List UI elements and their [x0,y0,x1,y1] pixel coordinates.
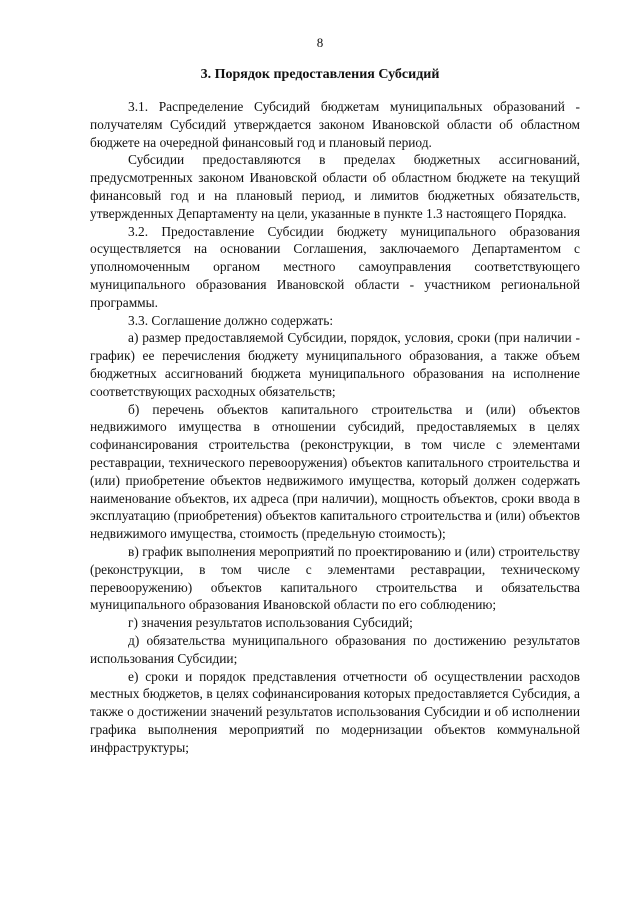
page-number: 8 [316,35,324,50]
paragraph-3-3: 3.3. Соглашение должно содержать: [128,312,334,328]
paragraph-item-e: е) сроки и порядок представления отчетности об осуществлении расходов местных бюджетов, в целях софинансирования которых предоставляется Субсидия, а также о достижении значений результатов использования Субсидии и об исполнении графика выполнения мероприятий по модернизации объектов коммунальной инфраструктуры; [90,668,580,755]
paragraph-item-b: б) перечень объектов капитального строительства и (или) объектов недвижимого имущества в отношении субсидий, предоставляемых в целях софинансирования строительства (реконструкции, в том числе с элементами реставрации, технического перевооружения) объектов капитального строительства и (или) приобретение объектов недвижимого имущества, который должен содержать наименование объектов, их адреса (при наличии), мощность объектов, сроки ввода в эксплуатацию (приобретения) объектов капитального строительства и (или) объектов недвижимого имущества, стоимость (предельную стоимость); [90,401,580,542]
paragraph-item-d: д) обязательства муниципального образования по достижению результатов использования Субсидии; [90,632,580,666]
paragraph-item-a: а) размер предоставляемой Субсидии, порядок, условия, сроки (при наличии - график) ее перечисления бюджету муниципального образования, а также объем бюджетных ассигнований бюджета муниципального образования на исполнение соответствующих расходных обязательств; [90,330,580,399]
paragraph-3-2: 3.2. Предоставление Субсидии бюджету муниципального образования осуществляется на основании Соглашения, заключаемого Департаментом с уполномоченным органом местного самоуправления соответствующего муниципального образования Ивановской области - участником региональной программы. [90,223,580,310]
paragraph-item-g: г) значения результатов использования Субсидий; [128,615,413,631]
paragraph-3-1: 3.1. Распределение Субсидий бюджетам муниципальных образований - получателям Субсидий утверждается законом Ивановской области об областном бюджете на очередной финансовый год и плановый период. [90,99,580,150]
paragraph-subsidy-limits: Субсидии предоставляются в пределах бюджетных ассигнований, предусмотренных законом Ивановской области об областном бюджете на текущий финансовый год и на плановый период, и лимитов бюджетных обязательств, утвержденных Департаменту на цели, указанные в пункте 1.3 настоящего Порядка. [90,152,580,221]
document-body [90,98,580,756]
section-title: 3. Порядок предоставления Субсидий [200,67,440,82]
paragraph-item-v: в) график выполнения мероприятий по проектированию и (или) строительству (реконструкции, в том числе с элементами реставрации, техническому перевооружению) объектов капитального строительства и обязательства муниципального образования Ивановской области по его соблюдению; [90,543,580,613]
